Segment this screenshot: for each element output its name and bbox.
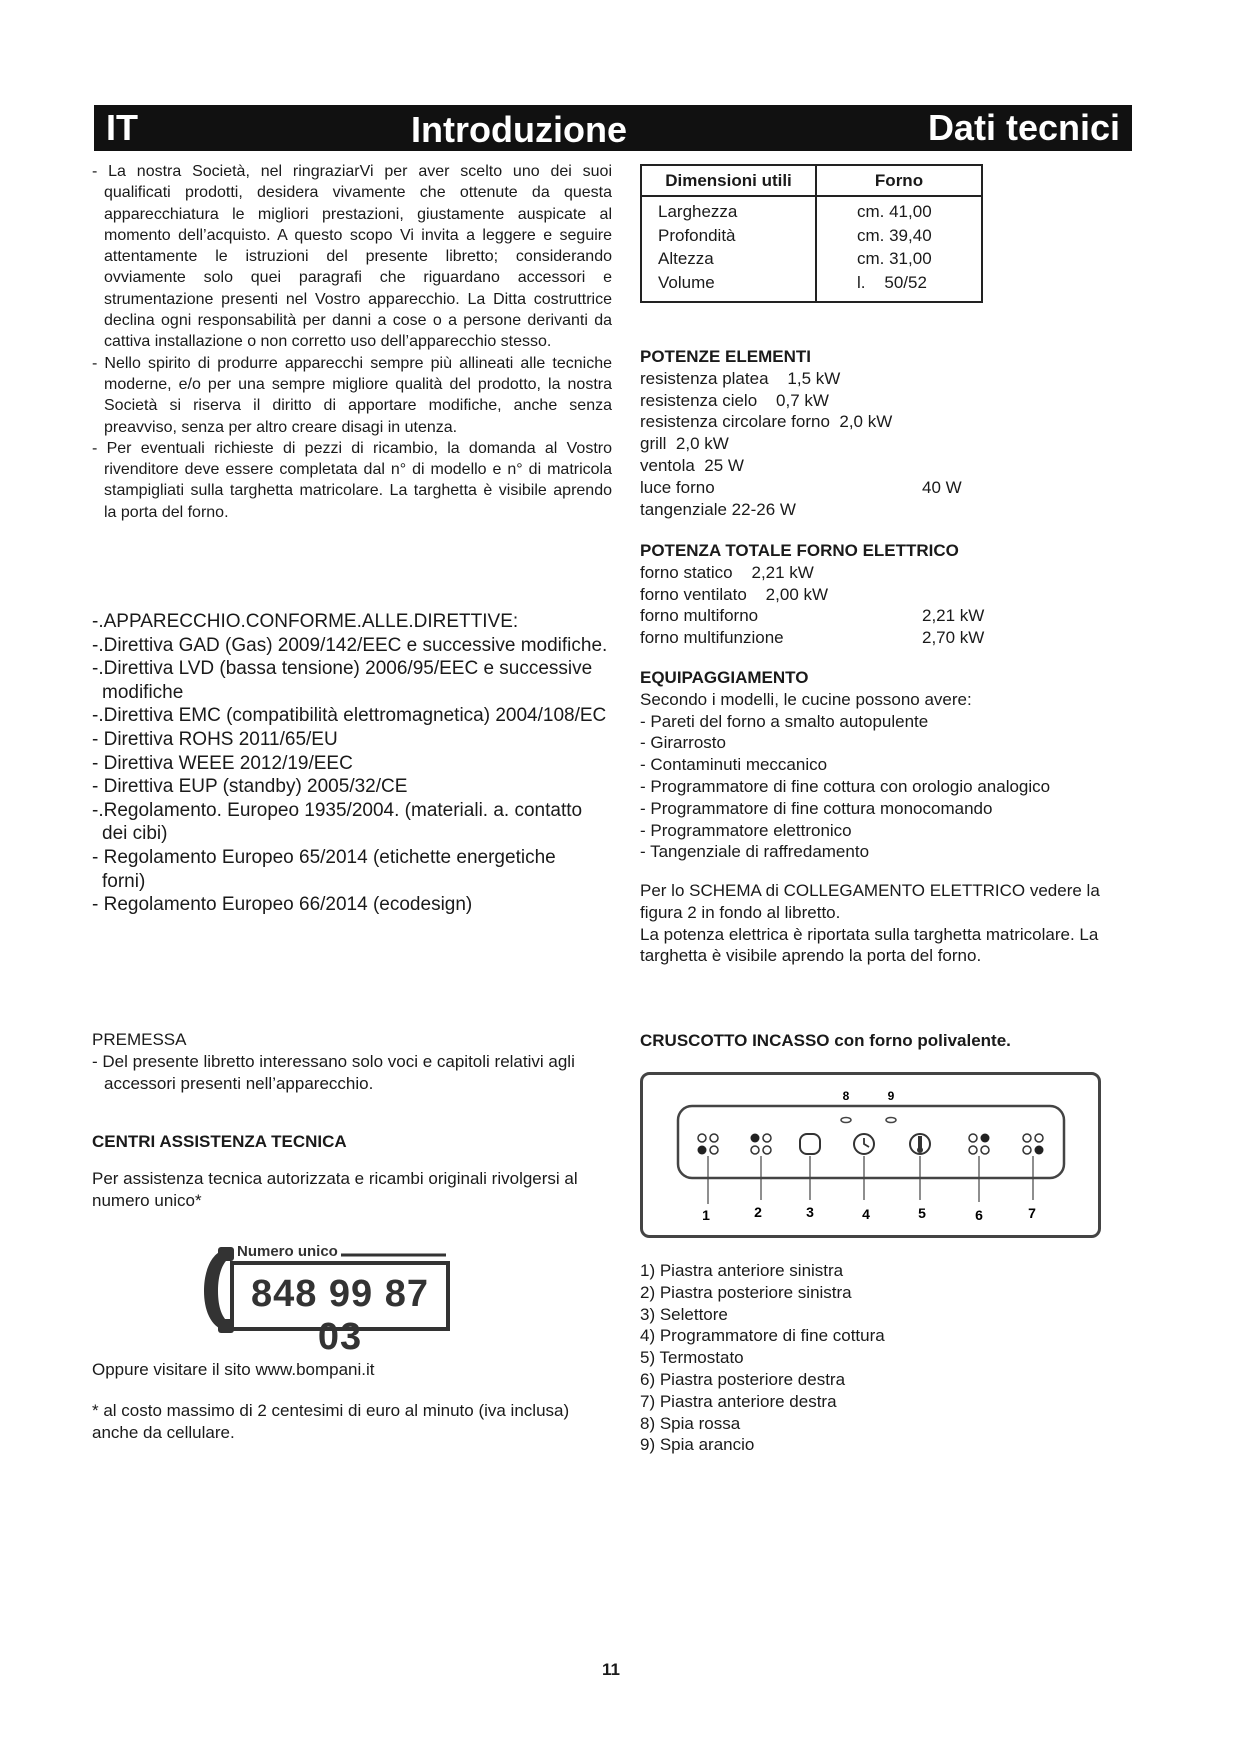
cruscotto-title: CRUSCOTTO INCASSO con forno polivalente. <box>640 1031 1011 1050</box>
equipment-item: - Girarrosto <box>640 733 726 753</box>
legend-item: 1) Piastra anteriore sinistra <box>640 1261 844 1280</box>
phone-number-badge <box>196 1243 452 1358</box>
directive-item: - Regolamento Europeo 65/2014 (etichette energetiche forni) <box>92 846 556 892</box>
potenze-line: ventola 25 W <box>640 455 744 475</box>
potenza-row <box>640 627 1140 649</box>
cost-note: * al costo massimo di 2 centesimi di euro al minuto (iva inclusa) anche da cellulare. <box>92 1401 570 1442</box>
directive-item: -.Direttiva GAD (Gas) 2009/142/EEC e successive modifiche. <box>92 634 608 656</box>
potenza-totale-section <box>640 540 1140 649</box>
dim-value: cm. 39,40 <box>816 224 982 248</box>
label-9: 9 <box>887 1089 895 1103</box>
label-6: 6 <box>975 1207 983 1223</box>
dim-label: Profondità <box>641 224 816 248</box>
section-title-introduzione: Introduzione <box>411 109 627 150</box>
control-panel-drawing <box>640 1072 1102 1242</box>
phone-label: Numero unico <box>234 1243 341 1260</box>
potenze-luce-label: luce forno <box>640 477 715 497</box>
directive-item: -.APPARECCHIO.CONFORME.ALLE.DIRETTIVE: <box>92 611 519 632</box>
legend-item: 4) Programmatore di fine cottura <box>640 1326 885 1346</box>
panel-legend <box>640 1260 1140 1456</box>
potenza-label: forno multiforno <box>640 606 759 626</box>
directive-item: - Direttiva WEEE 2012/19/EEC <box>92 752 353 774</box>
potenze-line: tangenziale 22-26 W <box>640 499 796 519</box>
potenze-luce-value: 40 W <box>922 477 962 497</box>
premessa-section <box>92 1029 612 1094</box>
assistance-title: CENTRI ASSISTENZA TECNICA <box>92 1132 347 1151</box>
page-number: 11 <box>602 1660 620 1679</box>
equipment-item: - Programmatore elettronico <box>640 820 852 840</box>
directive-item: -.Regolamento. Europeo 1935/2004. (materiali. a. contatto dei cibi) <box>92 799 583 845</box>
potenze-section <box>640 346 1140 520</box>
potenza-row <box>640 584 1140 606</box>
dim-value: cm. 31,00 <box>816 247 982 271</box>
assistance-section <box>92 1131 612 1211</box>
potenza-totale-title: POTENZA TOTALE FORNO ELETTRICO <box>640 541 959 560</box>
section-header-bar <box>94 105 1132 151</box>
potenze-line: resistenza cielo 0,7 kW <box>640 390 829 410</box>
intro-paragraph: - Nello spirito di produrre apparecchi sempre più allineati alle tecniche moderne, e/o per una sempre migliore qualità del prodotto, la nostra Società si riserva il diritto di apportare modifiche, anche senza preavviso, senza per altro creare disagi in utenza. <box>92 354 612 436</box>
directive-item: -.Direttiva EMC (compatibilità elettromagnetica) 2004/108/EC <box>92 705 607 727</box>
phone-number: 848 99 87 03 <box>250 1273 430 1358</box>
website-text: Oppure visitare il sito www.bompani.it <box>92 1360 375 1379</box>
dim-value: cm. 41,00 <box>816 196 982 224</box>
potenze-title: POTENZE ELEMENTI <box>640 347 811 366</box>
potenza-label: forno ventilato 2,00 kW <box>640 584 829 604</box>
label-5: 5 <box>918 1205 926 1221</box>
dim-label: Larghezza <box>641 196 816 224</box>
table-row <box>641 247 982 271</box>
potenza-value: 2,21 kW <box>922 606 985 626</box>
directive-item: - Regolamento Europeo 66/2014 (ecodesign) <box>92 894 473 916</box>
potenze-luce-row <box>640 477 1140 499</box>
premessa-title: PREMESSA <box>92 1030 187 1049</box>
legend-item: 9) Spia arancio <box>640 1435 755 1455</box>
label-2: 2 <box>754 1204 762 1220</box>
equipment-item: - Programmatore di fine cottura con orologio analogico <box>640 776 1051 796</box>
potenza-row <box>640 605 1140 627</box>
schema-text: La potenza elettrica è riportata sulla targhetta matricolare. La targhetta è visibile aprendo la porta del forno. <box>640 924 1099 966</box>
dim-label: Altezza <box>641 247 816 271</box>
intro-paragraph: - La nostra Società, nel ringraziarVi per aver scelto uno dei suoi qualificati prodotti, desidera vivamente che ottenute da questa apparecchiatura le migliori prestazioni, giustamente auspicate al momento dell’acquisto. A questo scopo Vi invita a leggere e seguire attentamente le istruzioni del presente libretto; considerando ovviamente solo quei paragrafi che riguardano accessori e strumentazione presenti nel Vostro apparecchio. La Ditta costruttrice declina ogni responsabilità per danni a cose o a persone derivanti da cattiva installazione o non corretto uso dell’apparecchio stesso. <box>92 163 612 351</box>
label-4: 4 <box>862 1206 870 1222</box>
label-1: 1 <box>702 1207 710 1223</box>
language-code: IT <box>106 107 138 148</box>
equipaggiamento-intro: Secondo i modelli, le cucine possono avere: <box>640 689 972 709</box>
intro-paragraph: - Per eventuali richieste di pezzi di ricambio, la domanda al Vostro rivenditore deve essere completata dal n° di modello e n° di matricola stampigliati sulla targhetta matricolare. La targhetta è visibile aprendo la porta del forno. <box>92 439 612 521</box>
label-3: 3 <box>806 1204 814 1220</box>
equipment-item: - Contaminuti meccanico <box>640 755 828 775</box>
intro-text <box>92 161 612 523</box>
legend-item: 2) Piastra posteriore sinistra <box>640 1282 852 1302</box>
potenza-label: forno statico 2,21 kW <box>640 562 814 582</box>
equipaggiamento-title: EQUIPAGGIAMENTO <box>640 668 809 687</box>
table-row <box>641 224 982 248</box>
dimensions-table <box>640 164 983 303</box>
legend-item: 6) Piastra posteriore destra <box>640 1369 846 1389</box>
legend-item: 3) Selettore <box>640 1304 728 1324</box>
dim-value: l. 50/52 <box>816 271 982 303</box>
table-header-dimensions: Dimensioni utili <box>641 165 816 196</box>
directive-item: - Direttiva EUP (standby) 2005/32/CE <box>92 776 408 798</box>
directives-list <box>92 610 612 917</box>
table-header-oven: Forno <box>816 165 982 196</box>
directive-item: -.Direttiva LVD (bassa tensione) 2006/95/EEC e successive modifiche <box>92 658 593 703</box>
section-title-dati-tecnici: Dati tecnici <box>927 107 1120 148</box>
assistance-text: Per assistenza tecnica autorizzata e ricambi originali rivolgersi al numero unico* <box>92 1168 578 1210</box>
label-7: 7 <box>1028 1205 1036 1221</box>
equipaggiamento-section <box>640 667 1140 863</box>
control-panel-diagram <box>640 1072 1102 1247</box>
potenza-label: forno multifunzione <box>640 628 784 648</box>
potenze-line: grill 2,0 kW <box>640 434 729 454</box>
premessa-text: - Del presente libretto interessano solo voci e capitoli relativi agli accessori presenti nell’apparecchio. <box>92 1051 575 1093</box>
legend-item: 7) Piastra anteriore destra <box>640 1391 837 1411</box>
label-8: 8 <box>842 1089 850 1103</box>
potenza-row <box>640 562 1140 584</box>
equipment-item: - Programmatore di fine cottura monocomando <box>640 798 993 818</box>
schema-text: Per lo SCHEMA di COLLEGAMENTO ELETTRICO vedere la figura 2 in fondo al libretto. <box>640 881 1100 922</box>
legend-item: 5) Termostato <box>640 1348 744 1368</box>
directive-item: - Direttiva ROHS 2011/65/EU <box>92 728 338 750</box>
table-row <box>641 271 982 303</box>
dim-label: Volume <box>641 271 816 303</box>
legend-item: 8) Spia rossa <box>640 1413 741 1433</box>
potenza-value: 2,70 kW <box>922 628 985 648</box>
table-row <box>641 196 982 224</box>
potenze-line: resistenza platea 1,5 kW <box>640 368 841 388</box>
equipment-item: - Tangenziale di raffredamento <box>640 842 870 862</box>
schema-section <box>640 880 1135 967</box>
equipment-item: - Pareti del forno a smalto autopulente <box>640 711 929 731</box>
potenze-line: resistenza circolare forno 2,0 kW <box>640 412 893 432</box>
